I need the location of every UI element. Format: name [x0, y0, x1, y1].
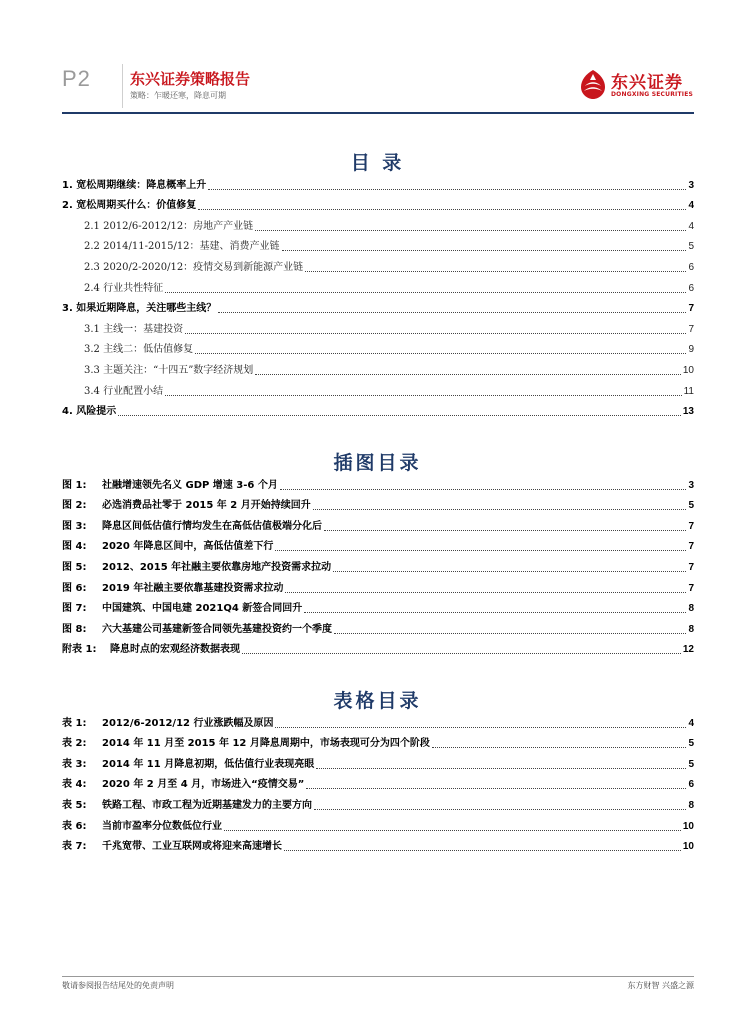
- entry-title: 社融增速领先名义 GDP 增速 3-6 个月: [102, 479, 278, 491]
- entry-page-number: 10: [682, 364, 694, 376]
- table-entry[interactable]: [62, 712, 694, 733]
- footer-rule: [62, 976, 694, 977]
- dot-leader: [314, 808, 686, 810]
- entry-number: 图 7:: [62, 603, 87, 615]
- entry-page-number: 8: [688, 603, 694, 615]
- entry-page-number: 7: [688, 582, 694, 594]
- entry-title: 2019 年社融主要依靠基建投资需求拉动: [102, 582, 284, 594]
- entry-page-number: 13: [682, 406, 694, 418]
- table-entry[interactable]: [62, 794, 694, 815]
- dot-leader: [324, 529, 686, 531]
- entry-page-number: 4: [688, 200, 694, 212]
- entry-number: 图 6:: [62, 582, 87, 594]
- dot-leader: [195, 352, 686, 354]
- toc-entry[interactable]: [62, 277, 694, 298]
- entry-title: 2.1 2012/6-2012/12：房地产产业链: [84, 220, 254, 232]
- figure-entry[interactable]: [62, 639, 694, 660]
- toc-entry[interactable]: [62, 380, 694, 401]
- entry-title: 降息时点的宏观经济数据表现: [110, 644, 240, 656]
- dot-leader: [224, 829, 681, 831]
- figure-entry[interactable]: [62, 515, 694, 536]
- entry-title: 千兆宽带、工业互联网或将迎来高速增长: [102, 841, 282, 853]
- dot-leader: [280, 488, 687, 490]
- entry-page-number: 11: [683, 385, 694, 397]
- entry-number: 图 2:: [62, 500, 87, 512]
- entry-page-number: 10: [682, 820, 694, 832]
- dot-leader: [165, 394, 682, 396]
- toc-entry[interactable]: [62, 195, 694, 216]
- entry-title: 1. 宽松周期继续：降息概率上升: [62, 179, 207, 191]
- report-title: 东兴证券策略报告: [130, 70, 251, 88]
- entry-page-number: 5: [688, 241, 694, 253]
- figure-list-heading: 插图目录: [333, 452, 422, 474]
- dot-leader: [118, 414, 681, 416]
- dot-leader: [185, 332, 686, 334]
- table-list-heading: 表格目录: [333, 690, 422, 712]
- entry-page-number: 5: [688, 738, 694, 750]
- entry-number: 表 5:: [62, 799, 87, 811]
- entry-title: 2. 宽松周期买什么：价值修复: [62, 200, 197, 212]
- entry-number: 表 1:: [62, 717, 87, 729]
- dot-leader: [242, 652, 681, 654]
- table-entry[interactable]: [62, 753, 694, 774]
- entry-title: 2012/6-2012/12 行业涨跌幅及原因: [102, 717, 274, 729]
- dot-leader: [284, 849, 681, 851]
- dot-leader: [275, 549, 686, 551]
- dot-leader: [165, 291, 686, 293]
- entry-page-number: 4: [688, 220, 694, 232]
- header-divider: [122, 64, 123, 108]
- footer-disclaimer: 敬请参阅报告结尾处的免责声明: [62, 981, 174, 990]
- entry-page-number: 9: [688, 344, 694, 356]
- page-number: P2: [62, 66, 91, 91]
- dot-leader: [218, 311, 686, 313]
- entry-number: 图 5:: [62, 561, 87, 573]
- toc-list: [62, 174, 694, 421]
- entry-title: 2012、2015 年社融主要依靠房地产投资需求拉动: [102, 561, 332, 573]
- entry-title: 2020 年 2 月至 4 月，市场进入“疫情交易”: [102, 779, 305, 791]
- entry-title: 必选消费品社零于 2015 年 2 月开始持续回升: [102, 500, 311, 512]
- entry-page-number: 6: [688, 282, 694, 294]
- figure-entry[interactable]: [62, 598, 694, 619]
- toc-entry[interactable]: [62, 401, 694, 422]
- toc-entry[interactable]: [62, 236, 694, 257]
- entry-page-number: 6: [688, 261, 694, 273]
- dot-leader: [306, 787, 686, 789]
- entry-title: 中国建筑、中国电建 2021Q4 新签合同回升: [102, 603, 303, 615]
- entry-title: 铁路工程、市政工程为近期基建发力的主要方向: [102, 799, 312, 811]
- entry-title: 3. 如果近期降息，关注哪些主线？: [62, 303, 217, 315]
- figure-list: [62, 474, 694, 659]
- entry-page-number: 5: [688, 500, 694, 512]
- dot-leader: [285, 591, 686, 593]
- entry-number: 表 6:: [62, 820, 87, 832]
- toc-entry[interactable]: [62, 215, 694, 236]
- toc-entry[interactable]: [62, 318, 694, 339]
- dot-leader: [198, 208, 686, 210]
- entry-title: 3.3 主题关注：“十四五”数字经济规划: [84, 364, 254, 376]
- entry-number: 图 4:: [62, 541, 87, 553]
- entry-page-number: 7: [688, 520, 694, 532]
- entry-title: 2014 年 11 月至 2015 年 12 月降息周期中，市场表现可分为四个阶段: [102, 738, 430, 750]
- entry-page-number: 10: [682, 841, 694, 853]
- entry-page-number: 7: [688, 561, 694, 573]
- entry-title: 当前市盈率分位数低位行业: [102, 820, 222, 832]
- dot-leader: [313, 508, 687, 510]
- entry-page-number: 7: [688, 541, 694, 553]
- toc-entry[interactable]: [62, 256, 694, 277]
- entry-page-number: 6: [688, 779, 694, 791]
- toc-heading: 目 录: [350, 152, 405, 174]
- table-entry[interactable]: [62, 836, 694, 857]
- entry-title: 2020 年降息区间中，高低估值差下行: [102, 541, 274, 553]
- entry-number: 附表 1:: [62, 644, 97, 656]
- company-logo: [578, 66, 698, 106]
- entry-page-number: 3: [688, 479, 694, 491]
- entry-page-number: 7: [688, 323, 694, 335]
- dot-leader: [255, 229, 686, 231]
- entry-title: 2014 年 11 月降息初期，低估值行业表现亮眼: [102, 758, 315, 770]
- dot-leader: [334, 632, 686, 634]
- toc-entry[interactable]: [62, 174, 694, 195]
- entry-page-number: 12: [682, 644, 694, 656]
- dot-leader: [316, 767, 686, 769]
- report-subtitle: 策略：乍暖还寒，降息可期: [130, 91, 226, 100]
- entry-page-number: 8: [688, 623, 694, 635]
- dongxing-emblem-icon: [578, 68, 608, 102]
- table-entry[interactable]: [62, 733, 694, 754]
- entry-title: 六大基建公司基建新签合同领先基建投资约一个季度: [102, 623, 332, 635]
- entry-page-number: 4: [688, 717, 694, 729]
- footer-slogan: 东方财智 兴盛之源: [627, 981, 694, 990]
- entry-title: 4. 风险提示: [62, 406, 117, 418]
- entry-page-number: 8: [688, 799, 694, 811]
- logo-english-name: DONGXING SECURITIES: [611, 91, 694, 98]
- entry-title: 降息区间低估值行情均发生在高低估值极端分化后: [102, 520, 322, 532]
- table-list: [62, 712, 694, 856]
- dot-leader: [304, 611, 686, 613]
- logo-name: 东兴证券: [611, 73, 683, 93]
- dot-leader: [208, 188, 686, 190]
- entry-number: 表 3:: [62, 758, 87, 770]
- figure-entry[interactable]: [62, 577, 694, 598]
- toc-entry[interactable]: [62, 298, 694, 319]
- entry-title: 3.2 主线二：低估值修复: [84, 344, 194, 356]
- figure-entry[interactable]: [62, 618, 694, 639]
- figure-entry[interactable]: [62, 474, 694, 495]
- table-entry[interactable]: [62, 815, 694, 836]
- entry-title: 3.4 行业配置小结: [84, 385, 164, 397]
- table-entry[interactable]: [62, 774, 694, 795]
- dot-leader: [275, 726, 686, 728]
- entry-title: 2.2 2014/11-2015/12：基建、消费产业链: [84, 241, 280, 253]
- dot-leader: [255, 373, 681, 375]
- figure-entry[interactable]: [62, 495, 694, 516]
- entry-title: 3.1 主线一：基建投资: [84, 323, 184, 335]
- toc-entry[interactable]: [62, 339, 694, 360]
- entry-title: 2.3 2020/2-2020/12：疫情交易到新能源产业链: [84, 261, 304, 273]
- entry-number: 表 2:: [62, 738, 87, 750]
- entry-number: 图 3:: [62, 520, 87, 532]
- dot-leader: [282, 249, 687, 251]
- header-rule: [62, 112, 694, 114]
- entry-page-number: 3: [688, 179, 694, 191]
- entry-page-number: 7: [688, 303, 694, 315]
- dot-leader: [305, 270, 686, 272]
- entry-page-number: 5: [688, 758, 694, 770]
- entry-number: 图 1:: [62, 479, 87, 491]
- dot-leader: [333, 570, 686, 572]
- dot-leader: [432, 746, 687, 748]
- entry-title: 2.4 行业共性特征: [84, 282, 164, 294]
- page-header: [0, 0, 755, 120]
- entry-number: 表 4:: [62, 779, 87, 791]
- entry-number: 表 7:: [62, 841, 87, 853]
- figure-entry[interactable]: [62, 556, 694, 577]
- figure-entry[interactable]: [62, 536, 694, 557]
- toc-entry[interactable]: [62, 359, 694, 380]
- entry-number: 图 8:: [62, 623, 87, 635]
